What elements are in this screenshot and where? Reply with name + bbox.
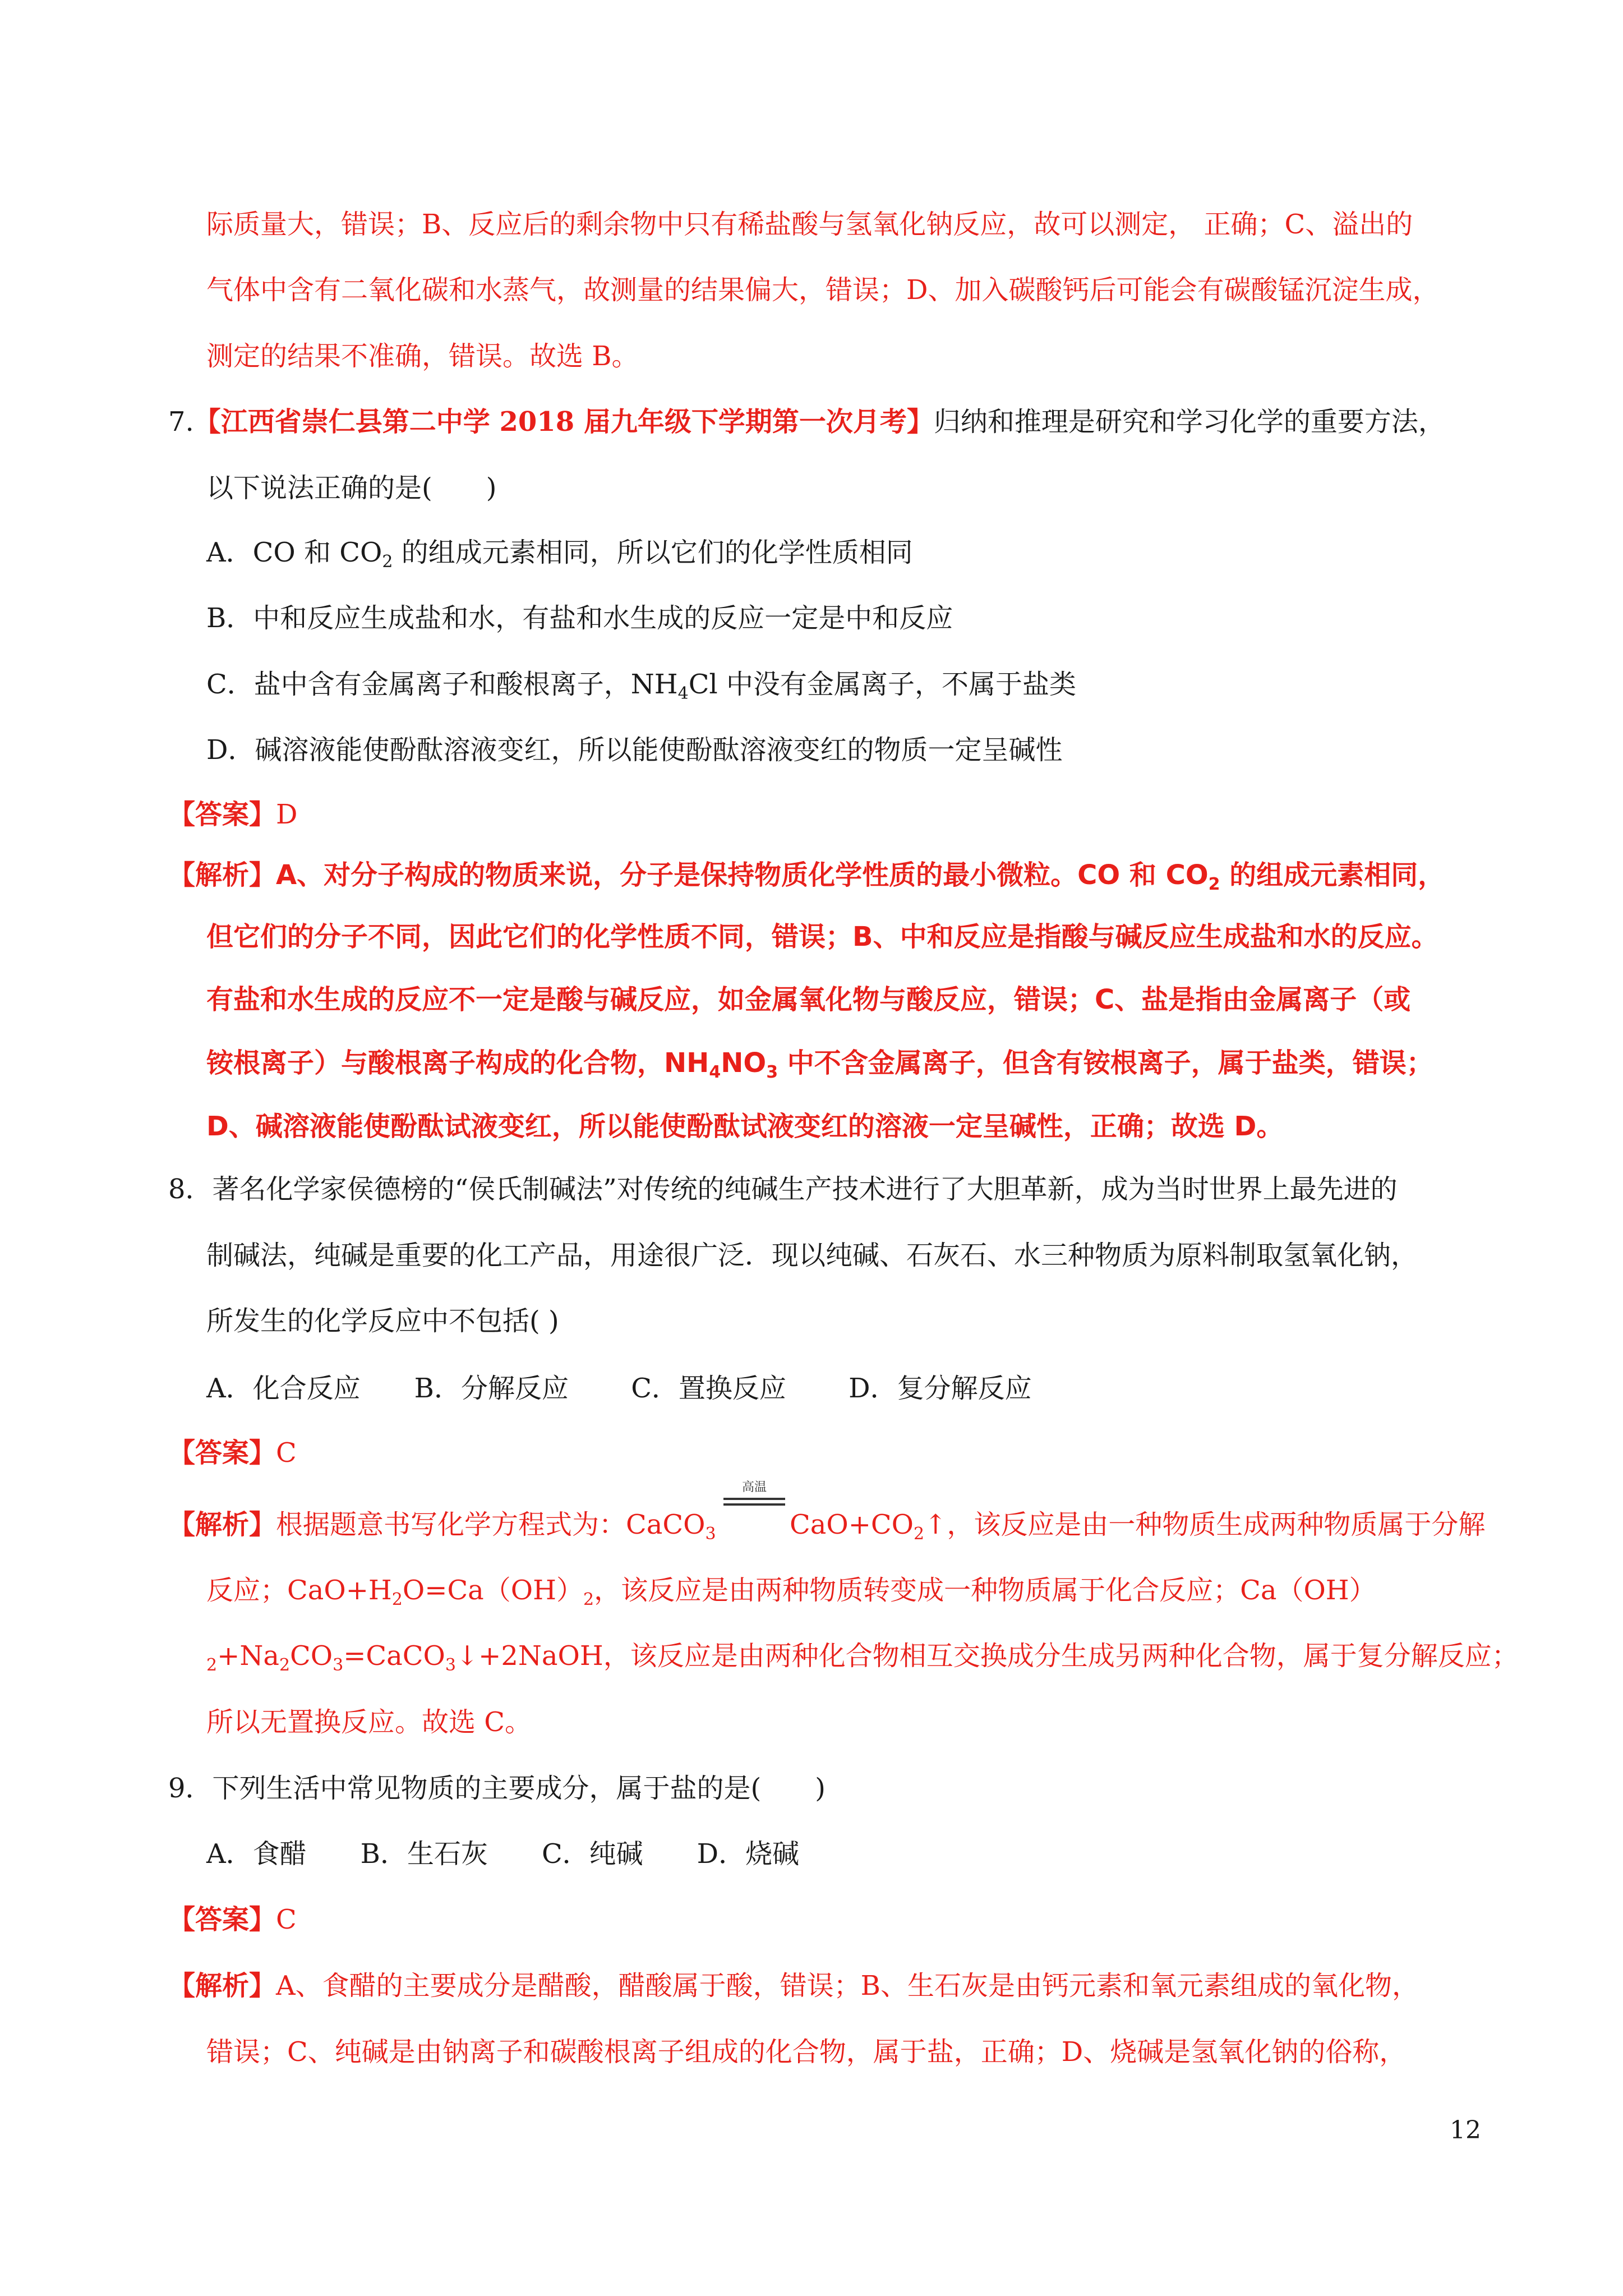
prev-explanation-line: 际质量大，错误；B、反应后的剩余物中只有稀盐酸与氢氧化钠反应，故可以测定， 正确；C、溢出的 [206,209,1413,240]
question-stem: 制碱法，纯碱是重要的化工产品，用途很广泛．现以纯碱、石灰石、水三种物质为原料制取氢氧化钠， [206,1240,1418,1271]
option-c: C．盐中含有金属离子和酸根离子，$NH_4Cl$ 中没有金属离子，不属于盐类 [206,669,1077,703]
explanation-line: 所以无置换反应。故选 C。 [206,1706,532,1738]
answer-value: C [276,1437,297,1469]
question-number: 7. [168,406,194,438]
question-8-stem: 8．著名化学家侯德榜的“侯氏制碱法”对传统的纯碱生产技术进行了大胆革新，成为当时世界上最先进的 [168,1174,1398,1205]
option-b: B．中和反应生成盐和水，有盐和水生成的反应一定是中和反应 [206,602,953,634]
question-7-line [168,405,1445,439]
explanation-line: 有盐和水生成的反应不一定是酸与碱反应，如金属氧化物与酸反应，错误；C、盐是指由金属离子（或 [206,984,1411,1015]
answer-line [168,1903,297,1936]
prev-explanation-line: 测定的结果不准确，错误。故选 B。 [206,341,639,372]
answer-line [168,798,298,831]
question-source: 【江西省崇仁县第二中学 2018 届九年级下学期第一次月考】 [193,406,934,438]
reaction-condition: 高温 [723,1481,785,1509]
question-stem: 所发生的化学反应中不包括( ) [206,1305,559,1337]
explanation-line: 反应；$CaO+H_2O=Ca(OH)_2$，该反应是由两种物质转变成一种物质属于化合反应；Ca（OH） [206,1575,1376,1609]
explanation-tag: 【解析】 [168,1509,276,1540]
question-stem: 以下说法正确的是( ) [206,472,497,504]
explanation-line: 错误；C、纯碱是由钠离子和碳酸根离子组成的化合物，属于盐，正确；D、烧碱是氢氧化钠的俗称， [206,2036,1407,2068]
explanation-line: 铵根离子）与酸根离子构成的化合物，$NH_4NO_3$ 中不含金属离子，但含有铵根离子，属于盐类，错误； [206,1047,1433,1082]
explanation-line: $_2+Na_2CO_3=CaCO_3↓+2NaOH$，该反应是由两种化合物相互交换成分生成另两种化合物，属于复分解反应； [206,1640,1519,1675]
explanation-line: D、碱溶液能使酚酞试液变红，所以能使酚酞试液变红的溶液一定呈碱性，正确；故选 D。 [206,1111,1284,1142]
explanation-line: 【解析】A、对分子构成的物质来说，分子是保持物质化学性质的最小微粒。CO 和 $CO_2$ 的组成元素相同， [168,859,1445,894]
explanation-line: 但它们的分子不同，因此它们的化学性质不同，错误；B、中和反应是指酸与碱反应生成盐和水的反应。 [206,921,1438,953]
answer-tag: 【答案】 [168,1904,276,1935]
explanation-tag: 【解析】 [168,1970,276,2001]
question-options: A．食醋 B．生石灰 C．纯碱 D．烧碱 [206,1838,800,1870]
explanation-tag: 【解析】 [168,859,276,891]
question-9-stem: 9．下列生活中常见物质的主要成分，属于盐的是( ) [168,1773,826,1804]
explanation-line: $CaO+CO_2↑$，该反应是由一种物质生成两种物质属于分解 [790,1509,1486,1544]
answer-value: D [276,799,298,830]
option-a: A．CO 和 $CO_2$ 的组成元素相同，所以它们的化学性质相同 [206,537,913,572]
answer-line [168,1436,297,1470]
question-options: A．化合反应 B．分解反应 C．置换反应 D．复分解反应 [206,1373,1032,1404]
answer-tag: 【答案】 [168,1437,276,1469]
page-number: 12 [1450,2116,1481,2145]
answer-tag: 【答案】 [168,799,276,830]
prev-explanation-line: 气体中含有二氧化碳和水蒸气，故测量的结果偏大，错误；D、加入碳酸钙后可能会有碳酸锰沉淀生成， [206,274,1440,306]
answer-value: C [276,1904,297,1935]
question-stem: 归纳和推理是研究和学习化学的重要方法， [933,406,1445,438]
explanation-line: 【解析】A、食醋的主要成分是醋酸，醋酸属于酸，错误；B、生石灰是由钙元素和氧元素组成的氧化物， [168,1970,1419,2001]
option-d: D．碱溶液能使酚酞溶液变红，所以能使酚酞溶液变红的物质一定呈碱性 [206,734,1063,766]
explanation-line: 【解析】根据题意书写化学方程式为：CaCO$_3$ [168,1509,716,1544]
